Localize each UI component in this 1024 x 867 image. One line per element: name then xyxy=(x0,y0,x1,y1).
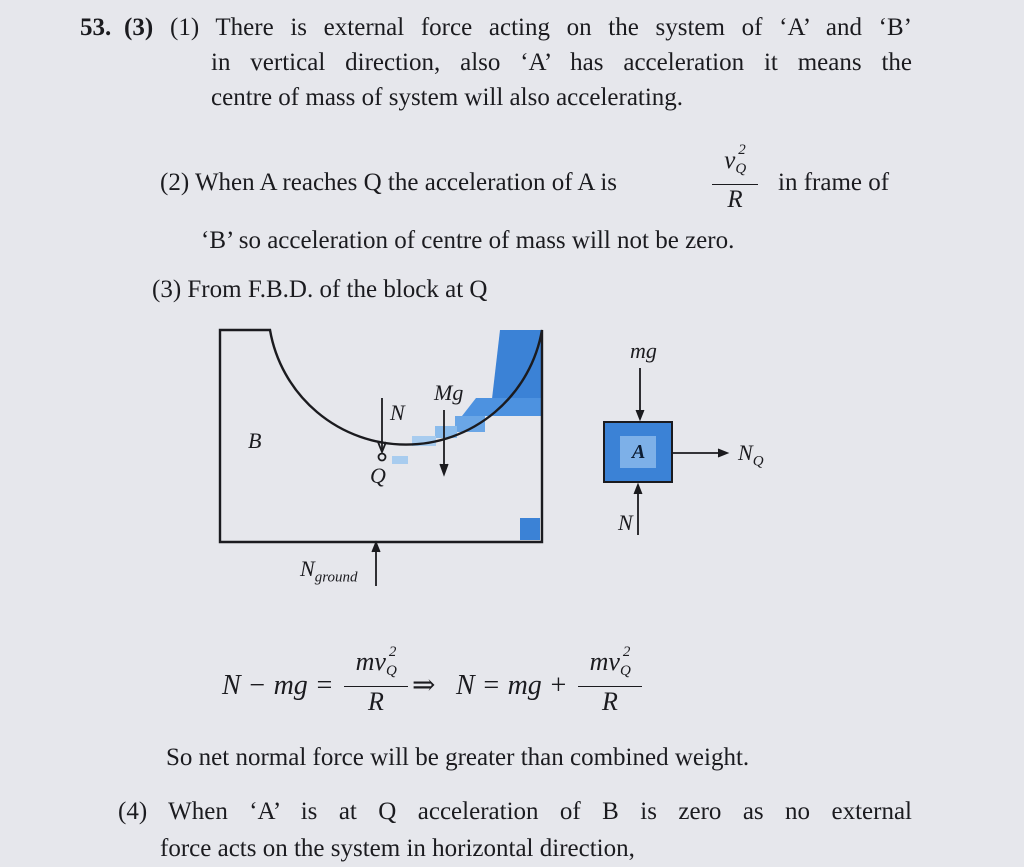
equation-mid: N = mg + xyxy=(456,670,568,701)
question-number: 53. xyxy=(80,14,112,41)
point1-line3: centre of mass of system will also accelerating. xyxy=(211,84,684,111)
point2-fraction: $v_Q^2$ R xyxy=(712,136,758,214)
equation-lhs: N − mg = xyxy=(222,670,334,701)
fbd-mg-label: mg xyxy=(630,338,657,363)
point1-line1: (1) There is external force acting on the system of ‘A’ and ‘B’ xyxy=(170,14,912,41)
point2-prefix: (2) When A reaches Q the acceleration of A is xyxy=(160,169,618,196)
label-Q: Q xyxy=(370,463,386,488)
equation-arrow: ⇒ xyxy=(412,670,436,701)
point4-line1: (4) When ‘A’ is at Q acceleration of B is zero as no external xyxy=(118,798,912,825)
fbd-nq-label: $N_Q$ xyxy=(738,440,764,470)
answer-option: (3) xyxy=(124,14,154,41)
label-N-ground: $N_{ground}$ xyxy=(300,556,358,586)
point4-line2: force acts on the system in horizontal direction, xyxy=(160,835,635,862)
label-B: B xyxy=(248,428,262,453)
label-N: N xyxy=(390,400,405,425)
bowl-diagram xyxy=(200,318,580,598)
point3-text: (3) From F.B.D. of the block at Q xyxy=(152,276,488,303)
point-Q xyxy=(379,454,386,461)
equation-fraction-1: $mv_Q^2$ R xyxy=(344,638,408,716)
equation-fraction-2: $mv_Q^2$ R xyxy=(578,638,642,716)
label-Mg: Mg xyxy=(434,380,464,405)
fbd-n-label: N xyxy=(618,510,633,535)
block-B-outline xyxy=(220,330,542,542)
conclusion-text: So net normal force will be greater than combined weight. xyxy=(166,744,750,771)
point2-suffix: in frame of xyxy=(778,169,890,196)
point1-line2: in vertical direction, also ‘A’ has acceleration it means the xyxy=(211,49,912,76)
fbd-block-label: A xyxy=(632,441,646,463)
point2-line2: ‘B’ so acceleration of centre of mass will not be zero. xyxy=(201,227,735,254)
